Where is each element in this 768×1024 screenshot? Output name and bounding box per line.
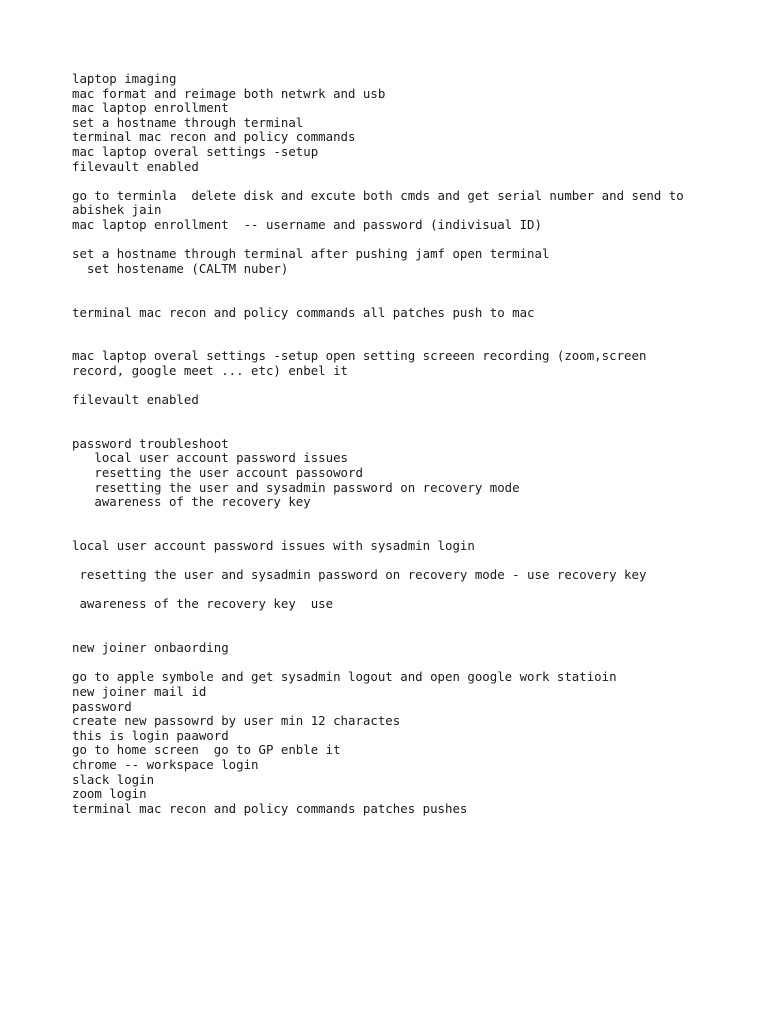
text-line: new joiner onbaording	[72, 640, 229, 656]
text-line	[72, 174, 712, 189]
text-line: set hostename (CALTM nuber)	[72, 260, 289, 276]
text-line: local user account password issues	[72, 450, 349, 466]
text-line: filevault enabled	[72, 392, 199, 408]
text-line	[72, 378, 712, 393]
text-line: set a hostname through terminal after pushing jamf open terminal	[72, 246, 550, 262]
text-line: go to home screen go to GP enble it	[72, 742, 341, 758]
text-line	[72, 524, 712, 539]
text-line	[72, 291, 712, 306]
text-line: mac format and reimage both netwrk and usb	[72, 85, 386, 101]
text-line	[72, 554, 712, 569]
text-line	[72, 612, 712, 627]
text-line: abishek jain	[72, 202, 162, 218]
text-line: mac laptop enrollment	[72, 100, 229, 116]
text-line	[72, 335, 712, 350]
text-line: filevault enabled	[72, 158, 199, 174]
text-line: terminal mac recon and policy commands	[72, 129, 356, 145]
text-line: new joiner mail id	[72, 683, 207, 699]
text-line	[72, 510, 712, 525]
text-line: password troubleshoot	[72, 435, 229, 451]
text-line	[72, 320, 712, 335]
text-line	[72, 656, 712, 671]
text-line: resetting the user account passoword	[72, 465, 363, 481]
text-line: mac laptop overal settings -setup open setting screeen recording (zoom,screen	[72, 348, 647, 364]
text-line: chrome -- workspace login	[72, 756, 259, 772]
text-line: slack login	[72, 771, 155, 787]
text-line: mac laptop overal settings -setup	[72, 143, 319, 159]
text-line: create new passowrd by user min 12 charactes	[72, 713, 401, 729]
text-line	[72, 422, 712, 437]
text-line: record, google meet ... etc) enbel it	[72, 362, 349, 378]
text-line: awareness of the recovery key use	[72, 596, 334, 612]
text-line: awareness of the recovery key	[72, 494, 311, 510]
text-line: go to apple symbole and get sysadmin logout and open google work statioin	[72, 669, 617, 685]
text-line: terminal mac recon and policy commands all patches push to mac	[72, 304, 535, 320]
text-line: resetting the user and sysadmin password on recovery mode	[72, 479, 520, 495]
text-line	[72, 233, 712, 248]
text-line: this is login paaword	[72, 727, 229, 743]
text-line: password	[72, 698, 132, 714]
text-line: local user account password issues with sysadmin login	[72, 538, 475, 553]
document-body	[72, 72, 712, 816]
text-line	[72, 627, 712, 642]
text-line: zoom login	[72, 786, 147, 802]
text-line: resetting the user and sysadmin password on recovery mode - use recovery key	[72, 567, 647, 583]
text-line	[72, 408, 712, 423]
text-line	[72, 583, 712, 598]
text-line: go to terminla delete disk and excute both cmds and get serial number and send to	[72, 187, 684, 203]
text-line: terminal mac recon and policy commands patches pushes	[72, 800, 468, 816]
text-line: mac laptop enrollment -- username and password (indivisual ID)	[72, 216, 542, 232]
text-line: set a hostname through terminal	[72, 114, 304, 130]
text-line: laptop imaging	[72, 71, 177, 86]
text-line	[72, 276, 712, 291]
